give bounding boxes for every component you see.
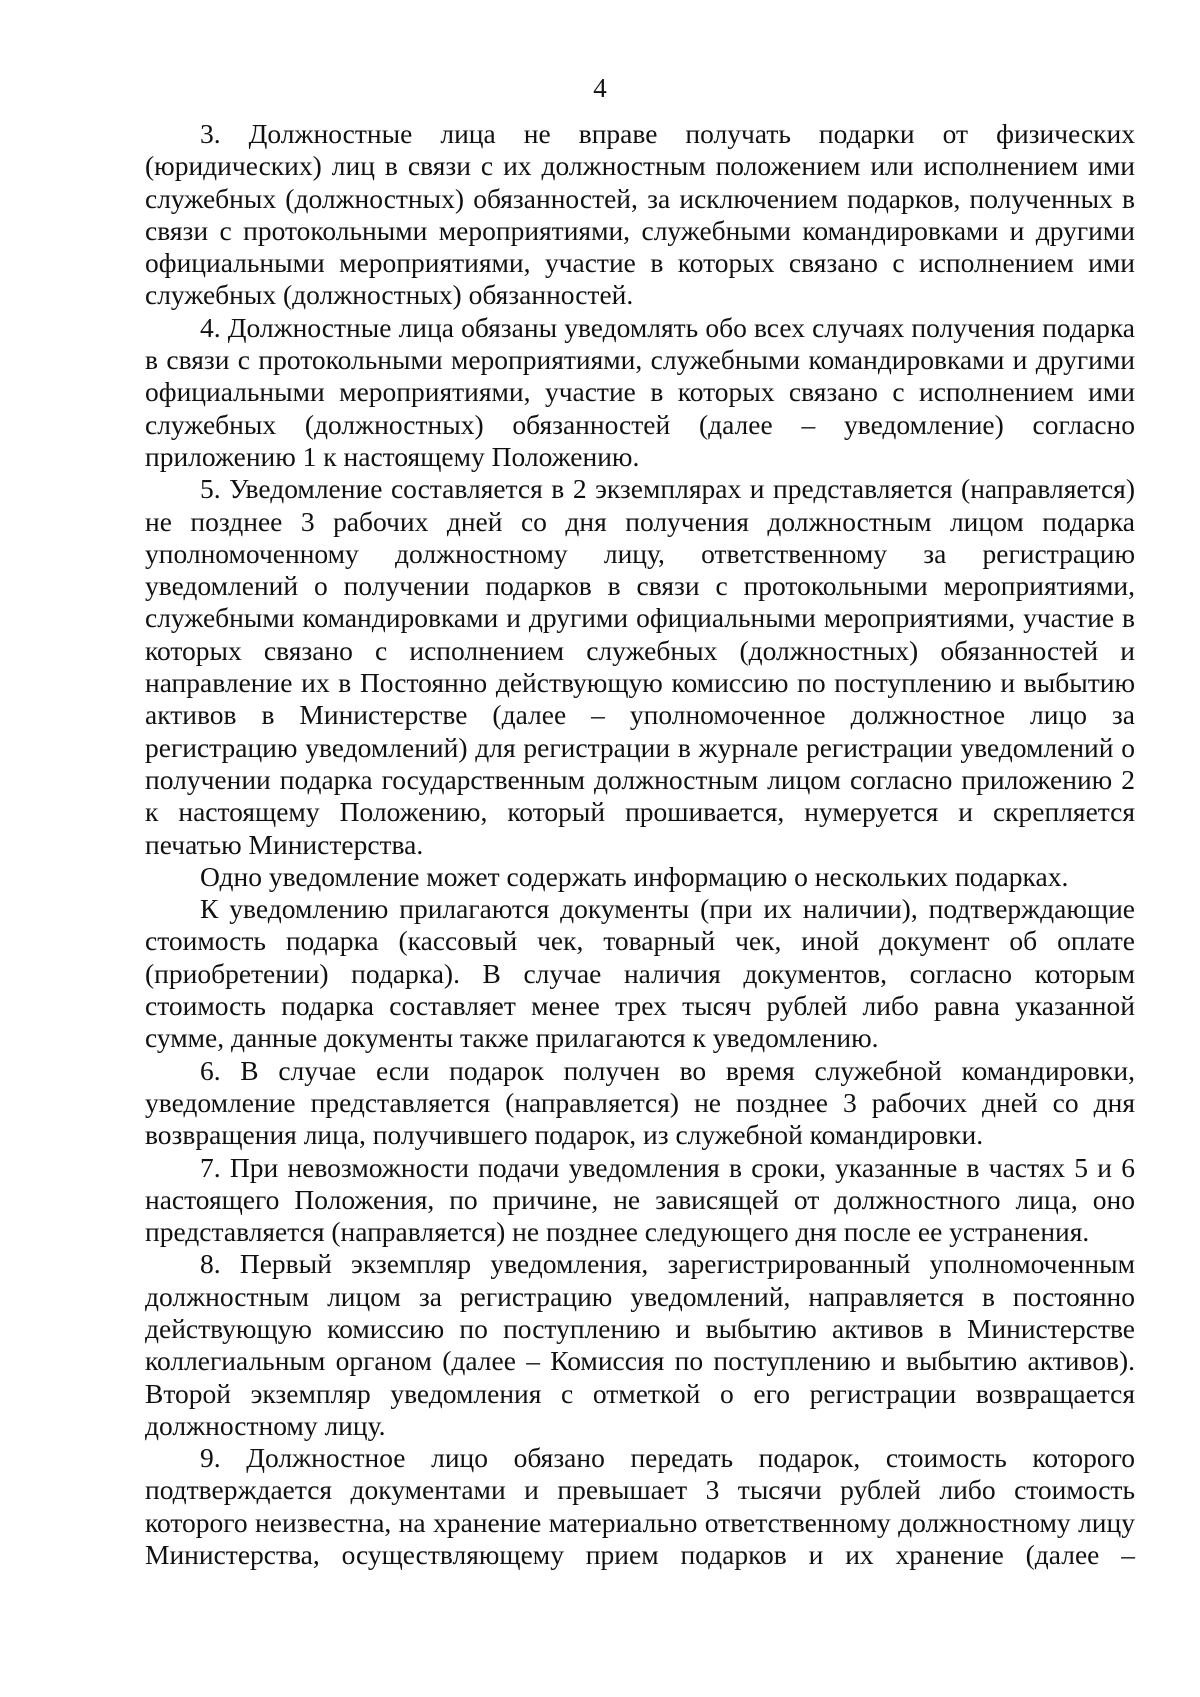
paragraph-3: 3. Должностные лица не вправе получать подарки от физических (юридических) лиц в связи с их должностным положением или исполнением ими служебных (должностных) обязанностей, за исключением подарков, полученных в связи с протокольными мероприятиями, служебными командировками и другими официальными мероприятиями, участие в которых связано с исполнением ими служебных (должностных) обязанностей. bbox=[145, 118, 1135, 311]
paragraph-4: 4. Должностные лица обязаны уведомлять обо всех случаях получения подарка в связи с протокольными мероприятиями, служебными командировками и другими официальными мероприятиями, участие в которых связано с исполнением ими служебных (должностных) обязанностей (далее – уведомление) согласно приложению 1 к настоящему Положению. bbox=[145, 311, 1135, 472]
paragraph-7: 7. При невозможности подачи уведомления в сроки, указанные в частях 5 и 6 настоящего Положения, по причине, не зависящей от должностного лица, оно представляется (направляется) не позднее следующего дня после ее устранения. bbox=[145, 1151, 1135, 1248]
paragraph-5: 5. Уведомление составляется в 2 экземплярах и представляется (направляется) не позднее 3 рабочих дней со дня получения должностным лицом подарка уполномоченному должностному лицу, ответственному за регистрацию уведомлений о получении подарков в связи с протокольными мероприятиями, служебными командировками и другими официальными мероприятиями, участие в которых связано с исполнением служебных (должностных) обязанностей и направление их в Постоянно действующую комиссию по поступлению и выбытию активов в Министерстве (далее – уполномоченное должностное лицо за регистрацию уведомлений) для регистрации в журнале регистрации уведомлений о получении подарка государственным должностным лицом согласно приложению 2 к настоящему Положению, который прошивается, нумеруется и скрепляется печатью Министерства. bbox=[145, 473, 1135, 860]
page-number: 4 bbox=[593, 73, 607, 103]
paragraph-8: 8. Первый экземпляр уведомления, зарегистрированный уполномоченным должностным лицом за регистрацию уведомлений, направляется в постоянно действующую комиссию по поступлению и выбытию активов в Министерстве коллегиальным органом (далее – Комиссия по поступлению и выбытию активов). Второй экземпляр уведомления с отметкой о его регистрации возвращается должностному лицу. bbox=[145, 1248, 1135, 1441]
paragraph-5-attachments: К уведомлению прилагаются документы (при их наличии), подтверждающие стоимость подарка (кассовый чек, товарный чек, иной документ об оплате (приобретении) подарка). В случае наличия документов, согласно которым стоимость подарка составляет менее трех тысяч рублей либо равна указанной сумме, данные документы также прилагаются к уведомлению. bbox=[145, 893, 1135, 1054]
paragraph-5-multiple-gifts: Одно уведомление может содержать информацию о нескольких подарках. bbox=[200, 860, 1069, 892]
paragraph-6: 6. В случае если подарок получен во время служебной командировки, уведомление представляется (направляется) не позднее 3 рабочих дней со дня возвращения лица, получившего подарок, из служебной командировки. bbox=[145, 1054, 1135, 1151]
paragraph-9: 9. Должностное лицо обязано передать подарок, стоимость которого подтверждается документами и превышает 3 тысячи рублей либо стоимость которого неизвестна, на хранение материально ответственному должностному лицу Министерства, осуществляющему прием подарков и их хранение (далее – bbox=[145, 1442, 1135, 1571]
document-body bbox=[145, 118, 1135, 1571]
